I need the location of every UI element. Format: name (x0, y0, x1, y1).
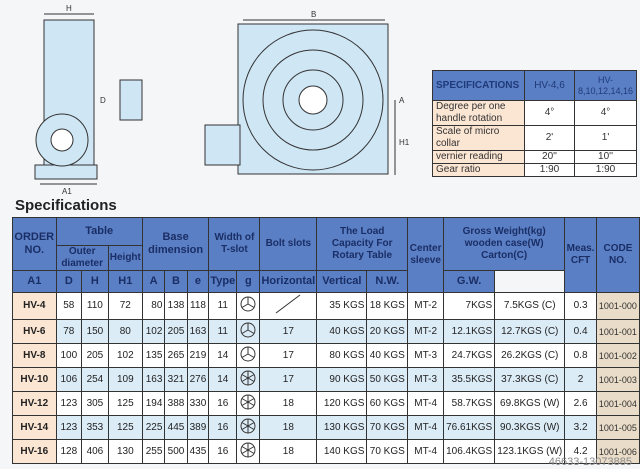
cell-d: 205 (82, 344, 109, 368)
cell-code: 1001-003 (596, 368, 639, 392)
cell-gw: 90.3KGS (W) (495, 416, 565, 440)
cell-a1: 100 (56, 344, 81, 368)
spec-header: SPECIFICATIONS (433, 71, 525, 101)
cell-ver: 18 KGS (367, 293, 408, 320)
cell-gw: 26.2KGS (C) (495, 344, 565, 368)
col-ver: Vertical (317, 271, 367, 293)
cell-order: HV-16 (13, 440, 57, 464)
dim-label: D (100, 96, 106, 105)
col-b: B (165, 271, 187, 293)
cell-h: 125 (108, 416, 142, 440)
cell-g (260, 293, 317, 320)
t-slot-type-icon (240, 442, 256, 458)
cell-nw: 24.7KGS (444, 344, 495, 368)
cell-hor: 140 KGS (317, 440, 367, 464)
cell-ver: 70 KGS (367, 416, 408, 440)
cell-b: 163 (187, 320, 209, 344)
cell-b: 276 (187, 368, 209, 392)
cell-b: 389 (187, 416, 209, 440)
cell-h: 80 (108, 320, 142, 344)
cell-a: 205 (165, 320, 187, 344)
cell-center: MT-2 (408, 320, 444, 344)
cell-e: 16 (209, 440, 237, 464)
cell-g: 17 (260, 368, 317, 392)
cell-meas: 2 (565, 368, 597, 392)
cell-g: 18 (260, 392, 317, 416)
cell-nw: 76.61KGS (444, 416, 495, 440)
cell-h1: 194 (142, 392, 165, 416)
cell-h: 72 (108, 293, 142, 320)
specifications-table (12, 217, 640, 464)
cell-type (237, 440, 260, 464)
cell-g: 17 (260, 344, 317, 368)
cell-hor: 40 KGS (317, 320, 367, 344)
col-code: CODE NO. (596, 218, 639, 293)
col-table: Table (56, 218, 142, 246)
cell-d: 150 (82, 320, 109, 344)
col-h1: H1 (108, 271, 142, 293)
cell-h1: 80 (142, 293, 165, 320)
table-row (13, 368, 640, 392)
cell-meas: 0.8 (565, 344, 597, 368)
table-row (13, 293, 640, 320)
cell-d: 254 (82, 368, 109, 392)
cell-h1: 135 (142, 344, 165, 368)
cell-ver: 70 KGS (367, 440, 408, 464)
col-gross: Gross Weight(kg) wooden case(W) Carton(C) (444, 218, 565, 271)
cell-ver: 20 KGS (367, 320, 408, 344)
cell-h1: 102 (142, 320, 165, 344)
spec-row (433, 151, 637, 164)
cell-g: 18 (260, 440, 317, 464)
col-a1: A1 (13, 271, 57, 293)
cell-h: 125 (108, 392, 142, 416)
cell-meas: 0.4 (565, 320, 597, 344)
spec-label: Degree per one handle rotation (433, 101, 525, 126)
dim-label: H1 (399, 138, 410, 147)
col-bolt: Bolt slots (260, 218, 317, 271)
table-row (13, 320, 640, 344)
spec-value: 10'' (575, 151, 637, 164)
cell-meas: 4.2 (565, 440, 597, 464)
cell-hor: 35 KGS (317, 293, 367, 320)
dim-label: A1 (62, 187, 72, 196)
col-a: A (142, 271, 165, 293)
cell-code: 1001-001 (596, 320, 639, 344)
cell-code: 1001-000 (596, 293, 639, 320)
cell-e: 14 (209, 368, 237, 392)
cell-meas: 2.6 (565, 392, 597, 416)
col-type: Type (209, 271, 237, 293)
cell-center: MT-3 (408, 368, 444, 392)
cell-meas: 3.2 (565, 416, 597, 440)
dim-label: H (66, 4, 72, 13)
cell-hor: 90 KGS (317, 368, 367, 392)
spec-value: 20'' (525, 151, 575, 164)
cell-d: 305 (82, 392, 109, 416)
spec-row (433, 126, 637, 151)
col-gw: G.W. (444, 271, 495, 293)
cell-nw: 35.5KGS (444, 368, 495, 392)
cell-type (237, 344, 260, 368)
cell-hor: 130 KGS (317, 416, 367, 440)
watermark: 46633-13073885 (548, 456, 632, 468)
cell-gw: 123.1KGS (W) (495, 440, 565, 464)
col-order: ORDER NO. (13, 218, 57, 271)
cell-nw: 106.4KGS (444, 440, 495, 464)
cell-b: 435 (187, 440, 209, 464)
spec-label: vernier reading (433, 151, 525, 164)
cell-type (237, 293, 260, 320)
cell-gw: 7.5KGS (C) (495, 293, 565, 320)
spec-row (433, 101, 637, 126)
t-slot-type-icon (240, 394, 256, 410)
cell-a1: 106 (56, 368, 81, 392)
cell-d: 353 (82, 416, 109, 440)
cell-h1: 255 (142, 440, 165, 464)
cell-gw: 12.7KGS (C) (495, 320, 565, 344)
cell-nw: 7KGS (444, 293, 495, 320)
cell-code: 1001-004 (596, 392, 639, 416)
cell-ver: 40 KGS (367, 344, 408, 368)
cell-gw: 37.3KGS (C) (495, 368, 565, 392)
specifications-summary-table (432, 70, 637, 177)
cell-order: HV-14 (13, 416, 57, 440)
cell-hor: 120 KGS (317, 392, 367, 416)
cell-type (237, 416, 260, 440)
col-hor: Horizontal (260, 271, 317, 293)
cell-order: HV-10 (13, 368, 57, 392)
cell-a: 445 (165, 416, 187, 440)
col-g: g (237, 271, 260, 293)
cell-nw: 12.1KGS (444, 320, 495, 344)
cell-center: MT-2 (408, 293, 444, 320)
cell-h1: 225 (142, 416, 165, 440)
spec-value: 1:90 (575, 164, 637, 177)
cell-code: 1001-002 (596, 344, 639, 368)
cell-a: 388 (165, 392, 187, 416)
dim-label: A (399, 96, 405, 105)
t-slot-type-icon (240, 322, 256, 338)
cell-type (237, 392, 260, 416)
spec-value: 4° (525, 101, 575, 126)
cell-hor: 80 KGS (317, 344, 367, 368)
table-row (13, 392, 640, 416)
cell-a: 265 (165, 344, 187, 368)
cell-e: 14 (209, 344, 237, 368)
col-outer: Outer diameter (56, 246, 108, 271)
cell-e: 16 (209, 416, 237, 440)
dim-label: B (311, 10, 317, 19)
col-meas: Meas. CFT (565, 218, 597, 293)
cell-b: 118 (187, 293, 209, 320)
table-row (13, 416, 640, 440)
t-slot-type-icon (240, 370, 256, 386)
cell-order: HV-8 (13, 344, 57, 368)
col-e: e (187, 271, 209, 293)
cell-e: 11 (209, 293, 237, 320)
cell-code: 1001-005 (596, 416, 639, 440)
col-width: Width of T-slot (209, 218, 260, 271)
cell-b: 330 (187, 392, 209, 416)
cell-a1: 128 (56, 440, 81, 464)
t-slot-type-icon (240, 418, 256, 434)
spec-value: 1:90 (525, 164, 575, 177)
cell-type (237, 320, 260, 344)
spec-value: 2' (525, 126, 575, 151)
cell-e: 11 (209, 320, 237, 344)
spec-row (433, 164, 637, 177)
cell-b: 219 (187, 344, 209, 368)
cell-h1: 163 (142, 368, 165, 392)
cell-center: MT-4 (408, 416, 444, 440)
col-load: The Load Capacity For Rotary Table (317, 218, 408, 271)
cell-type (237, 368, 260, 392)
cell-a1: 58 (56, 293, 81, 320)
spec-label: Gear ratio (433, 164, 525, 177)
col-base: Base dimension (142, 218, 209, 271)
cell-e: 16 (209, 392, 237, 416)
cell-g: 17 (260, 320, 317, 344)
page-title: Specifications (15, 197, 117, 214)
cell-d: 406 (82, 440, 109, 464)
col-nw: N.W. (367, 271, 408, 293)
col-center: Center sleeve (408, 218, 444, 293)
cell-order: HV-4 (13, 293, 57, 320)
cell-order: HV-6 (13, 320, 57, 344)
col-d: D (56, 271, 81, 293)
cell-h: 130 (108, 440, 142, 464)
cell-code: 1001-006 (596, 440, 639, 464)
spec-label: Scale of micro collar (433, 126, 525, 151)
not-applicable-slash-icon (274, 293, 302, 315)
spec-header: HV-4,6 (525, 71, 575, 101)
col-height: Height (108, 246, 142, 271)
t-slot-type-icon (240, 346, 256, 362)
cell-center: MT-4 (408, 440, 444, 464)
cell-meas: 0.3 (565, 293, 597, 320)
col-h: H (82, 271, 109, 293)
cell-h: 109 (108, 368, 142, 392)
cell-gw: 69.8KGS (W) (495, 392, 565, 416)
cell-g: 18 (260, 416, 317, 440)
cell-nw: 58.7KGS (444, 392, 495, 416)
cell-a: 138 (165, 293, 187, 320)
table-row (13, 440, 640, 464)
spec-header: HV-8,10,12,14,16 (575, 71, 637, 101)
table-row (13, 344, 640, 368)
cell-center: MT-3 (408, 344, 444, 368)
cell-a1: 123 (56, 416, 81, 440)
cell-ver: 50 KGS (367, 368, 408, 392)
cell-d: 110 (82, 293, 109, 320)
t-slot-type-icon (240, 296, 256, 312)
cell-order: HV-12 (13, 392, 57, 416)
cell-a: 321 (165, 368, 187, 392)
cell-center: MT-4 (408, 392, 444, 416)
cell-h: 102 (108, 344, 142, 368)
spec-value: 4° (575, 101, 637, 126)
cell-a: 500 (165, 440, 187, 464)
cell-ver: 60 KGS (367, 392, 408, 416)
cell-a1: 78 (56, 320, 81, 344)
cell-a1: 123 (56, 392, 81, 416)
spec-value: 1' (575, 126, 637, 151)
